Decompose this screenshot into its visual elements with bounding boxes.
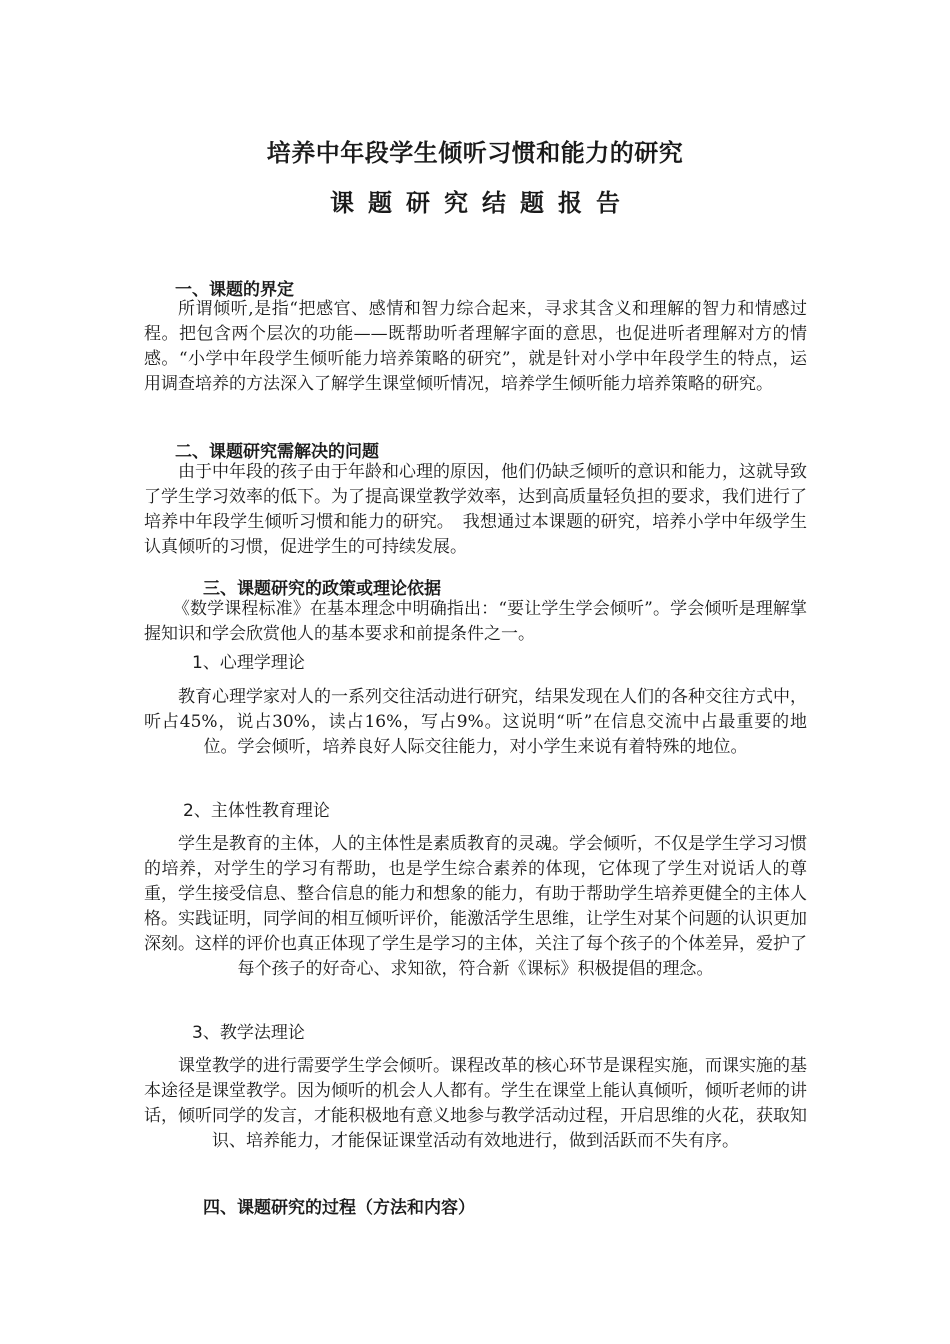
subsection-1-paragraph: 教育心理学家对人的一系列交往活动进行研究，结果发现在人们的各种交往方式中，听占45%，说占30%，读占16%，写占9%。这说明“听”在信息交流中占最重要的地位。学会倾听，培养良好人际交往能力，对小学生来说有着特殊的地位。: [144, 687, 807, 757]
subsection-3-heading: 3、教学法理论: [192, 1023, 305, 1043]
document-title: 培养中年段学生倾听习惯和能力的研究: [266, 139, 684, 167]
subsection-3-paragraph: 课堂教学的进行需要学生学会倾听。课程改革的核心环节是课程实施，而课实施的基本途径是课堂教学。因为倾听的机会人人都有。学生在课堂上能认真倾听，倾听老师的讲话，倾听同学的发言，才能积极地有意义地参与教学活动过程，开启思维的火花，获取知识、培养能力，才能保证课堂活动有效地进行，做到活跃而不失有序。: [144, 1056, 807, 1151]
subsection-2-paragraph: 学生是教育的主体，人的主体性是素质教育的灵魂。学会倾听，不仅是学生学习习惯的培养，对学生的学习有帮助，也是学生综合素养的体现，它体现了学生对说话人的尊重，学生接受信息、整合信息的能力和想象的能力，有助于帮助学生培养更健全的主体人格。实践证明，同学间的相互倾听评价，能激活学生思维，让学生对某个问题的认识更加深刻。这样的评价也真正体现了学生是学习的主体，关注了每个孩子的个体差异，爱护了每个孩子的好奇心、求知欲，符合新《课标》积极提倡的理念。: [144, 834, 807, 979]
section-3-paragraph: 《数学课程标准》在基本理念中明确指出：“要让学生学会倾听”。学会倾听是理解掌握知识和学会欣赏他人的基本要求和前提条件之一。: [144, 599, 807, 644]
section-4-heading: 四、课题研究的过程（方法和内容）: [203, 1198, 475, 1218]
document-subtitle: 课题研究结题报告: [330, 189, 634, 217]
subsection-2-heading: 2、主体性教育理论: [183, 801, 330, 821]
section-3-heading: 三、课题研究的政策或理论依据: [203, 579, 441, 599]
section-1-heading: 一、课题的界定: [175, 280, 294, 300]
subsection-1-heading: 1、心理学理论: [192, 653, 305, 673]
section-2-paragraph: 由于中年段的孩子由于年龄和心理的原因，他们仍缺乏倾听的意识和能力，这就导致了学生学习效率的低下。为了提高课堂教学效率，达到高质量轻负担的要求，我们进行了培养中年段学生倾听习惯和能力的研究。 我想通过本课题的研究，培养小学中年级学生认真倾听的习惯，促进学生的可持续发展。: [144, 462, 807, 557]
section-1-paragraph: 所谓倾听,是指“把感官、感情和智力综合起来，寻求其含义和理解的智力和情感过程。把包含两个层次的功能——既帮助听者理解字面的意思，也促进听者理解对方的情感。“小学中年段学生倾听能力培养策略的研究”，就是针对小学中年段学生的特点，运用调查培养的方法深入了解学生课堂倾听情况，培养学生倾听能力培养策略的研究。: [144, 299, 807, 394]
section-2-heading: 二、课题研究需解决的问题: [175, 442, 379, 462]
